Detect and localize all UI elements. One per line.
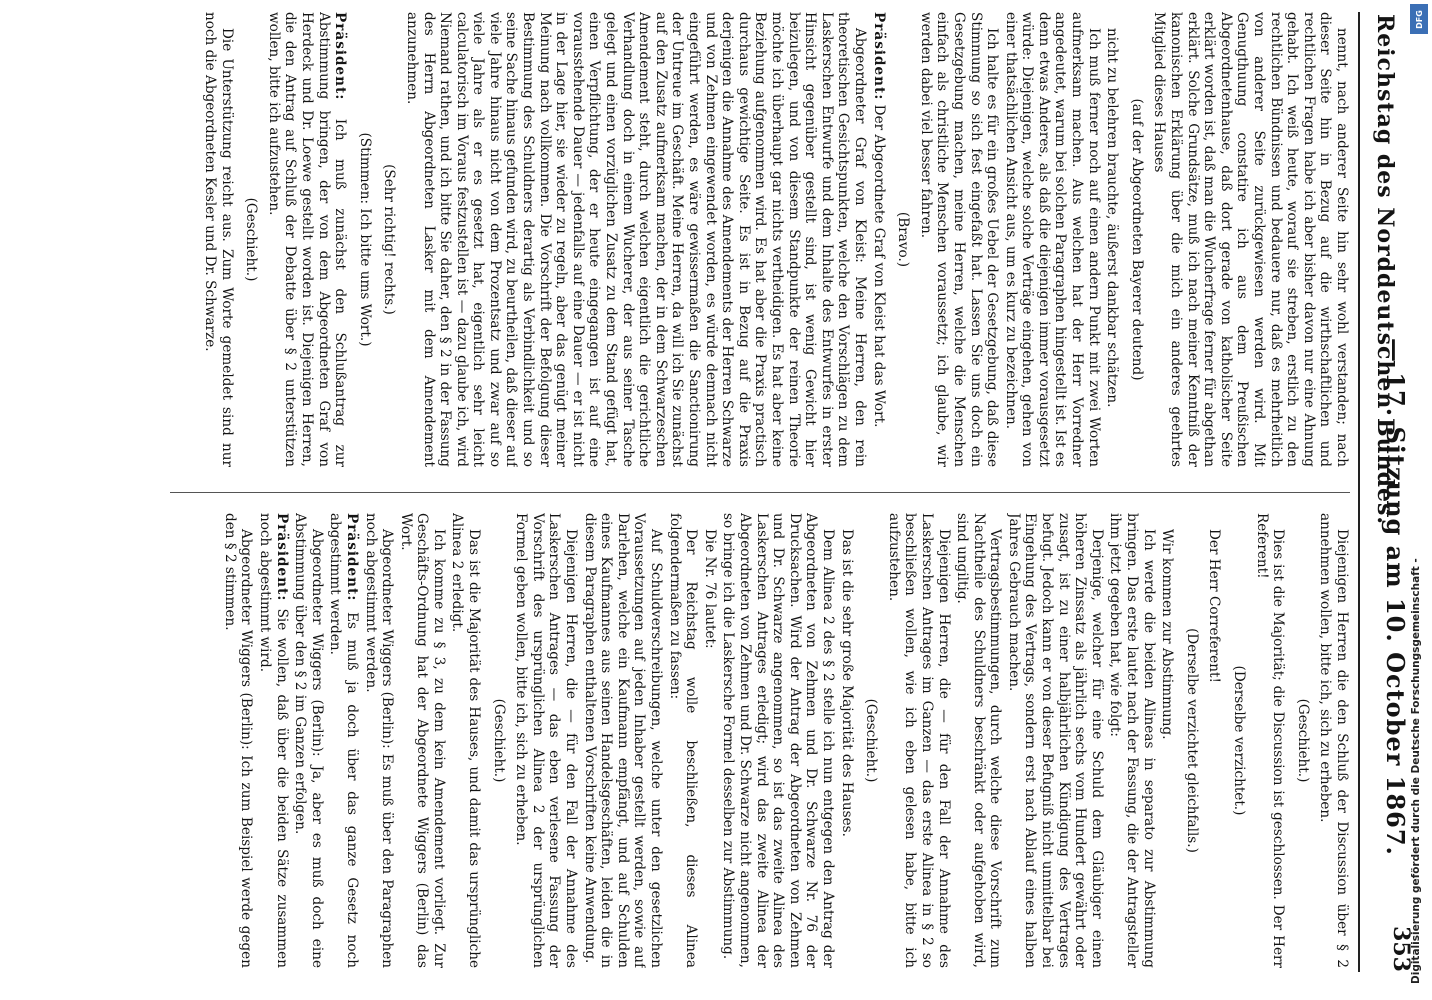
speech-paragraph bbox=[265, 12, 348, 467]
speaker-label: Präsident: bbox=[343, 513, 360, 602]
header-rule bbox=[1358, 12, 1360, 972]
body-paragraph: Ich halte es für ein großes Uebel der Gesetzgebung, daß diese Stimmung so sich fest eingefaßt hat. Lassen Sie uns doch ein Gesetzgebung machen, meine Herren, welche die Menschen einfach als christliche Menschen voraussetzt; ich glaube, wir werden dabei viel besser fahren. bbox=[917, 12, 1001, 467]
body-paragraph: Das ist die Majorität des Hauses, und damit das ursprüngliche Alinea 2 erledigt. bbox=[449, 513, 483, 968]
stage-direction: (Geschieht.) bbox=[490, 698, 507, 783]
stage-direction: (Sehr richtig! rechts.) bbox=[381, 164, 398, 315]
rotated-sheet bbox=[24, 8, 1424, 978]
speech-text: Der Abgeordnete Graf von Kleist hat das Wort. bbox=[870, 104, 887, 428]
body-paragraph: Die Unterstützung reicht aus. Zum Worte gemeldet sind nur noch die Abgeordneten Kesler und Dr. Schwarze. bbox=[202, 12, 235, 467]
body-paragraph: Diejenigen Herren, die — für den Fall der Annahme des Laskerschen Antrages — das eben verlesene Fassung der Vorschrift des ursprünglichen Alinea 2 der ursprünglichen Formel geben wollen, bitte ich, sich zu erheben. bbox=[513, 513, 580, 968]
body-paragraph: Abgeordneter Wiggers (Berlin): Es muß über den Paragraphen noch abgestimmt werden. bbox=[362, 513, 396, 968]
stage-direction: (auf der Abgeordneten Bayerer deutend) bbox=[1128, 98, 1145, 381]
body-paragraph: Ich komme zu § 3, zu dem kein Amendement vorliegt. Zur Geschäfts-Ordnung hat der Abgeordnete Wiggers (Berlin) das Wort. bbox=[397, 513, 447, 968]
body-paragraph: Diejenigen Herren, die — für den Fall der Annahme des Laskerschen Antrages im Ganzen — das erste Alinea in § 2 so beschließen wollen, wie ich eben gelesen habe, bitte ich aufzustehen. bbox=[885, 513, 952, 968]
body-paragraph: Der Herr Correferent! bbox=[1206, 529, 1223, 683]
speech-text: Ich muß zunächst den Schlußantrag zur Abstimmung bringen, der von dem Abgeordneten Graf von Herdeck und Dr. Loewe gestellt worden ist. Diejenigen Herren, die den Antrag auf Schluß der Debatte über § 2 unterstützen wollen, bitte ich aufzustehen. bbox=[265, 12, 349, 467]
digitization-text: Digitalisierung gefördert durch die Deutsche Forschungsgemeinschaft - bbox=[1410, 558, 1422, 984]
speech-text: Es muß ja doch über das ganze Gesetz noch abgestimmt werden. bbox=[327, 513, 360, 968]
column-divider bbox=[170, 492, 1350, 493]
body-paragraph: Ich werde die beiden Alineas in separato zur Abstimmung bringen. Das erste lautet nach der Fassung, die der Antragsteller ihm jetzt gegeben hat, wie folgt: bbox=[1107, 513, 1157, 968]
left-column bbox=[50, 12, 1350, 467]
body-paragraph: Abgeordneter Wiggers (Berlin): Ja, aber es muß doch eine Abstimmung über den § 2 im Ganzen erfolgen. bbox=[292, 513, 325, 968]
body-paragraph: Auf Schuldverschreibungen, welche unter den gesetzlichen Voraussetzungen auf jeden Inhaber gestellt werden, sowie auf Darlehen, welche ein Kaufmann empfängt, und auf Schulden eines Kaufmannes aus seinen Handelsgeschäften, leiden die in diesem Paragraphen enthaltenen Vorschriften keine Anwendung. bbox=[581, 513, 665, 968]
body-paragraph: Dies ist die Majorität; die Discussion ist geschlossen. Der Herr Referent! bbox=[1253, 513, 1287, 968]
running-title: Reichstag des Norddeutschen Bundes. bbox=[1372, 14, 1398, 526]
speaker-label: Präsident: bbox=[273, 513, 290, 602]
right-column bbox=[50, 513, 1350, 968]
stage-direction: (Stimmen: Ich bitte ums Wort.) bbox=[356, 132, 373, 347]
body-paragraph: Wir kommen zur Abstimmung. bbox=[1159, 529, 1176, 740]
stage-direction: (Geschieht.) bbox=[1294, 698, 1311, 783]
speech-paragraph bbox=[256, 513, 289, 968]
body-paragraph: Abgeordneter Graf von Kleist: Meine Herren, den rein theoretischen Gesichtspunkten, welche den Vorschlägen zu dem Laskerschen Entwurfe und dem Inhalte des Entwurfes in erster Hinsicht gegenüber gestellt sind, ist wenig Gewicht hier beizulegen, und von diesem Standpunkte der reinen Theorie möchte ich überhaupt gar nichts vertheidigen. Es hat aber keine Beziehung aufgenommen wird. Es hat aber die Praxis practisch durchaus gewichtige Seite. Es ist in Bezug auf die Praxis derjenigen die Annahme des Amendements der Herren Schwarze und von Zehmen eingewendet worden, es würde demnach nicht eingeführt werden, es wäre gewissermaßen die Sanctionirung der Untreue im Geschäft. Meine Herren, da will ich Sie zunächst auf den Zusatz aufmerksam machen, der in dem Schwarzeschen Amendement steht, durch welchen eigentlich die gerichtliche Verhandlung doch in einem Wucherer, der aus seiner Tasche gelegt und einen vorzüglichen Zusatz zu dem Stand gefügt hat, einen Verpflichtung, der er heute eingegangen ist auf eine vorausstehende Dauer — jedenfalls auf eine Dauer — er ist nicht in der Lage hier, sie wieder zu regeln, aber das genügt meiner Meinung nach vollkommen. Die Vorschrift der Befolgung dieser Bestimmung des Schuldners derartig als Verbindlichkeit und so seine Sache hinaus gefunden wird, zu beurtheilen, daß dieser auf viele Jahre hinaus nicht von dem Prozentsatz und zwar auf so viele Jahre als er es gesetzt hat, eigentlich sehr leicht calculatorisch im Voraus festzustellen ist — dazu glaube ich, wird Niemand rathen, und ich bitte Sie daher, den § 2 in der Fassung des Herrn Abgeordneten Lasker mit dem Amendement anzunehmen. bbox=[403, 12, 868, 467]
stage-direction: (Geschieht.) bbox=[243, 197, 260, 282]
stage-direction: (Geschieht.) bbox=[863, 698, 880, 783]
body-paragraph: Diejenigen Herren die den Schluß der Discussion über § 2 annehmen wollen, bitte ich, sich zu erheben. bbox=[1317, 513, 1350, 968]
speech-paragraph bbox=[327, 513, 360, 968]
body-paragraph: Derjenige, welcher für eine Schuld dem Gläubiger einen höheren Zinssatz als jährlich sechs vom Hundert gewährt oder zusagt, ist zu einer halbjährlichen Kündigung des Vertrages befugt. Jedoch kann er von dieser Befugniß nicht unmittelbar bei Eingehung des Vertrags, sondern erst nach Ablauf eines halben Jahres Gebrauch machen. bbox=[1005, 513, 1105, 968]
stage-direction: (Bravo.) bbox=[895, 211, 912, 268]
body-paragraph: Das ist die sehr große Majorität des Hauses. bbox=[838, 529, 855, 837]
session-title: — 17. Sitzung am 10. October 1867. bbox=[1381, 338, 1410, 856]
stage-direction: (Derselbe verzichtet gleichfalls.) bbox=[1183, 628, 1200, 853]
speech-paragraph bbox=[870, 12, 887, 467]
speech-text: Sie wollen, daß über die beiden Sätze zusammen noch abgestimmt wird. bbox=[256, 513, 290, 968]
body-paragraph: Der Reichstag wolle beschließen, dieses Alinea folgendermaßen zu fassen: bbox=[666, 513, 700, 968]
body-paragraph: Abgeordneter Wiggers (Berlin): Ich zum Beispiel werde gegen den § 2 stimmen. bbox=[221, 513, 255, 968]
speaker-label: Präsident: bbox=[332, 12, 349, 101]
body-paragraph: nennt, nach anderer Seite hin sehr wohl verstanden; nach dieser Seite hin in Bezug auf die wirthschaftlichen und rechtlichen Fragen habe ich aber bisher davon nur eine Ahnung gehabt. Ich weiß heute, worauf sie streben, erstlich zu den rechtlichen Bündnissen und bedauere nur, daß es mehrheitlich von anderer Seite zurückgewiesen werden wird. Mit Genugthuung constatire ich aus dem Preußischen Abgeordnetenhause, daß dort gerade von katholischer Seite erklärt worden ist, daß man die Wucherfrage ferner für abgethan erklärt. Solche Grundsätze, muß ich nach meiner Kenntniß der kanonischen Erklärung über die mich ein anderes geehrtes Mitglied dieses Hauses bbox=[1151, 12, 1350, 467]
stage-direction: (Derselbe verzichtet.) bbox=[1231, 665, 1248, 816]
body-paragraph: Dem Alinea 2 des § 2 stelle ich nun entgegen den Antrag der Abgeordneten von Zehmen und Dr. Schwarze Nr. 76 der Drucksachen. Wird der Antrag der Abgeordneten von Zehmen und Dr. Schwarze angenommen, so ist das zweite Alinea des Laskerschen Antrages erledigt; wird das zweite Alinea der Abgeordneten von Zehmen und Dr. Schwarze nicht angenommen, so bringe ich die Laskersche Formel desselben zur Abstimmung. bbox=[720, 513, 836, 968]
body-paragraph: Vertragsbestimmungen, durch welche diese Vorschrift zum Nachtheile des Schuldners beschränkt oder aufgehoben wird, sind ungiltig. bbox=[954, 513, 1004, 968]
page-number: 353 bbox=[1388, 926, 1414, 972]
body-paragraph: Die Nr. 76 lautet: bbox=[701, 529, 718, 649]
digitization-note bbox=[1408, 40, 1428, 990]
speaker-label: Präsident: bbox=[870, 12, 887, 101]
dfg-logo: DFG bbox=[1410, 4, 1428, 34]
body-paragraph: nicht zu belehren brauchte, äußerst dankbar schätzen. bbox=[1104, 28, 1121, 408]
body-paragraph: Ich muß ferner noch auf einen andern Punkt mit zwei Worten aufmerksam machen. Aus welchen hat der Herr Vorredner angedeutet, warum bei solchen Paragraphen hingestellt ist. Ist es denn etwas Anderes, als daß die diejenigen immer vorausgesetzt würde: Diejenigen, welche solche Verträge eingehen, gehen von einer thatsächlichen Ansicht aus, um es kurz zu bezeichnen. bbox=[1002, 12, 1102, 467]
